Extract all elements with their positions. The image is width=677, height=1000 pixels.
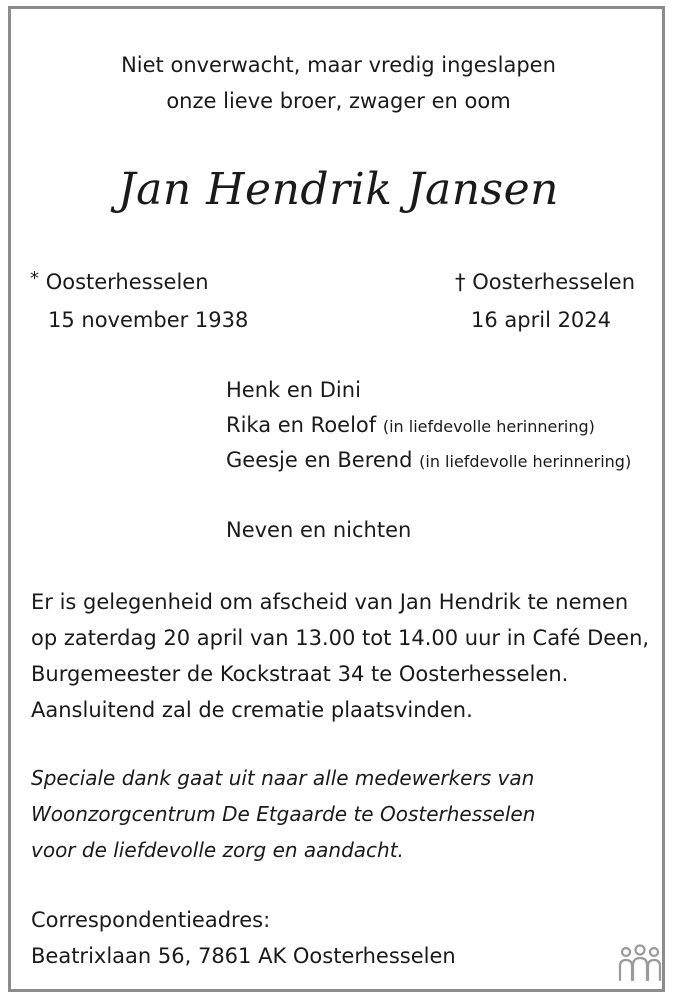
birth-date: 15 november 1938 [48, 308, 249, 332]
relative-names: Henk en Dini [226, 378, 361, 402]
farewell-line: Er is gelegenheid om afscheid van Jan Hendrik te nemen [31, 590, 629, 614]
birth-place: Oosterhesselen [45, 270, 209, 294]
death-place: Oosterhesselen [472, 270, 636, 294]
birth-place-line [30, 266, 209, 300]
farewell-line: Burgemeester de Kockstraat 34 te Oosterhesselen. [31, 662, 569, 686]
thanks-line: Woonzorgcentrum De Etgaarde te Oosterhesselen [31, 802, 536, 826]
correspondence-label: Correspondentieadres: [31, 908, 271, 932]
relative-line [226, 444, 631, 478]
intro-line-1: Niet onverwacht, maar vredig ingeslapen [121, 53, 556, 77]
intro-line-2: onze lieve broer, zwager en oom [166, 89, 511, 113]
relative-note: (in liefdevolle herinnering) [419, 452, 632, 471]
correspondence-address: Beatrixlaan 56, 7861 AK Oosterhesselen [31, 944, 456, 968]
thanks-line: Speciale dank gaat uit naar alle medewerkers van [31, 766, 535, 790]
relative-names: Rika en Roelof [226, 413, 377, 437]
farewell-line: op zaterdag 20 april van 13.00 tot 14.00 uur in Café Deen, [31, 626, 650, 650]
death-symbol: † [455, 270, 466, 294]
birth-symbol: * [30, 268, 39, 289]
relative-line [226, 374, 361, 406]
death-date: 16 april 2024 [471, 308, 612, 332]
relative-line [226, 409, 595, 443]
people-group-icon [616, 944, 664, 984]
farewell-line: Aansluitend zal de crematie plaatsvinden. [31, 698, 473, 722]
thanks-line: voor de liefdevolle zorg en aandacht. [31, 838, 404, 862]
extended-family: Neven en nichten [226, 518, 412, 542]
relative-note: (in liefdevolle herinnering) [382, 417, 595, 436]
deceased-name: Jan Hendrik Jansen [117, 164, 560, 215]
relative-names: Geesje en Berend [226, 448, 413, 472]
death-place-line [455, 266, 635, 298]
